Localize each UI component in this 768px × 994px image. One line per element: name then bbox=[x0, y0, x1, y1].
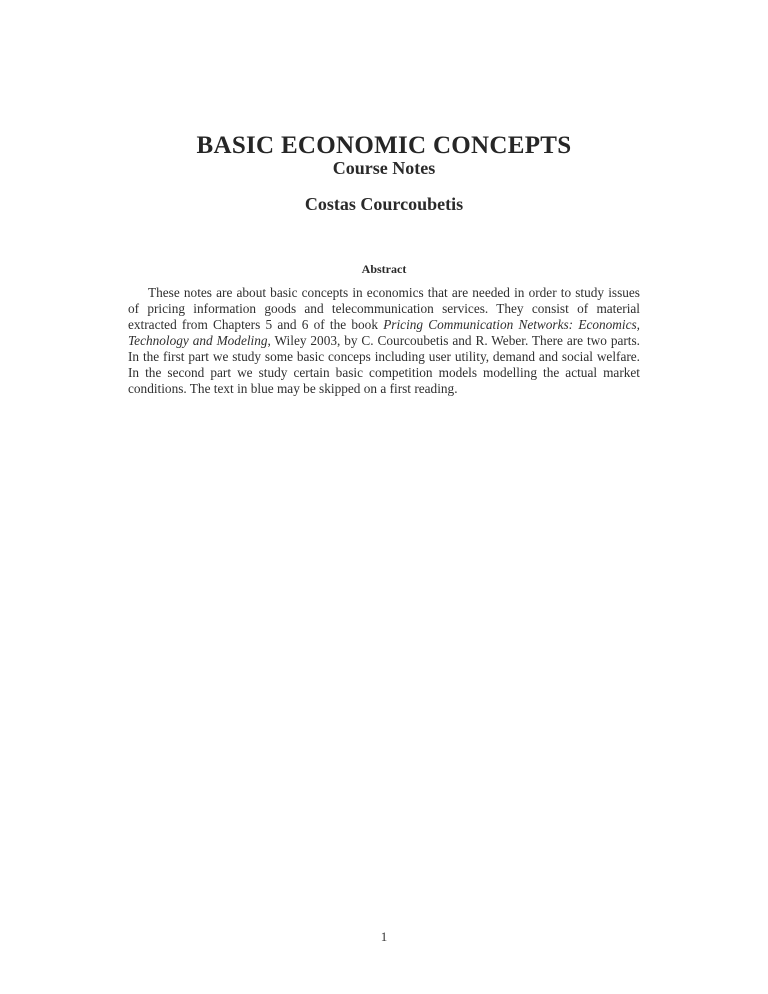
document-author: Costas Courcoubetis bbox=[304, 194, 464, 214]
abstract-body bbox=[128, 285, 640, 397]
abstract-text-part-2: , Wiley 2003, by C. Courcoubetis and R. Weber. There are two parts. In the first part we study some basic conceps including user utility, demand and social welfare. In the second part we study certain basic competition models modelling the actual market conditions. The text in blue may be skipped on a first reading. bbox=[128, 333, 641, 396]
document-title: BASIC ECONOMIC CONCEPTS bbox=[196, 132, 572, 159]
document-subtitle: Course Notes bbox=[332, 158, 436, 178]
abstract-text-part-1: These notes are about basic concepts in economics that are needed in order to study issues of pricing information goods and telecommunication services. They consist of material extracted from Chapters 5 and 6 of the book bbox=[128, 285, 640, 332]
page-number: 1 bbox=[380, 929, 388, 944]
abstract-heading: Abstract bbox=[361, 262, 407, 276]
abstract-book-title: Pricing Communication Networks: Economics, Technology and Modeling bbox=[128, 317, 640, 348]
